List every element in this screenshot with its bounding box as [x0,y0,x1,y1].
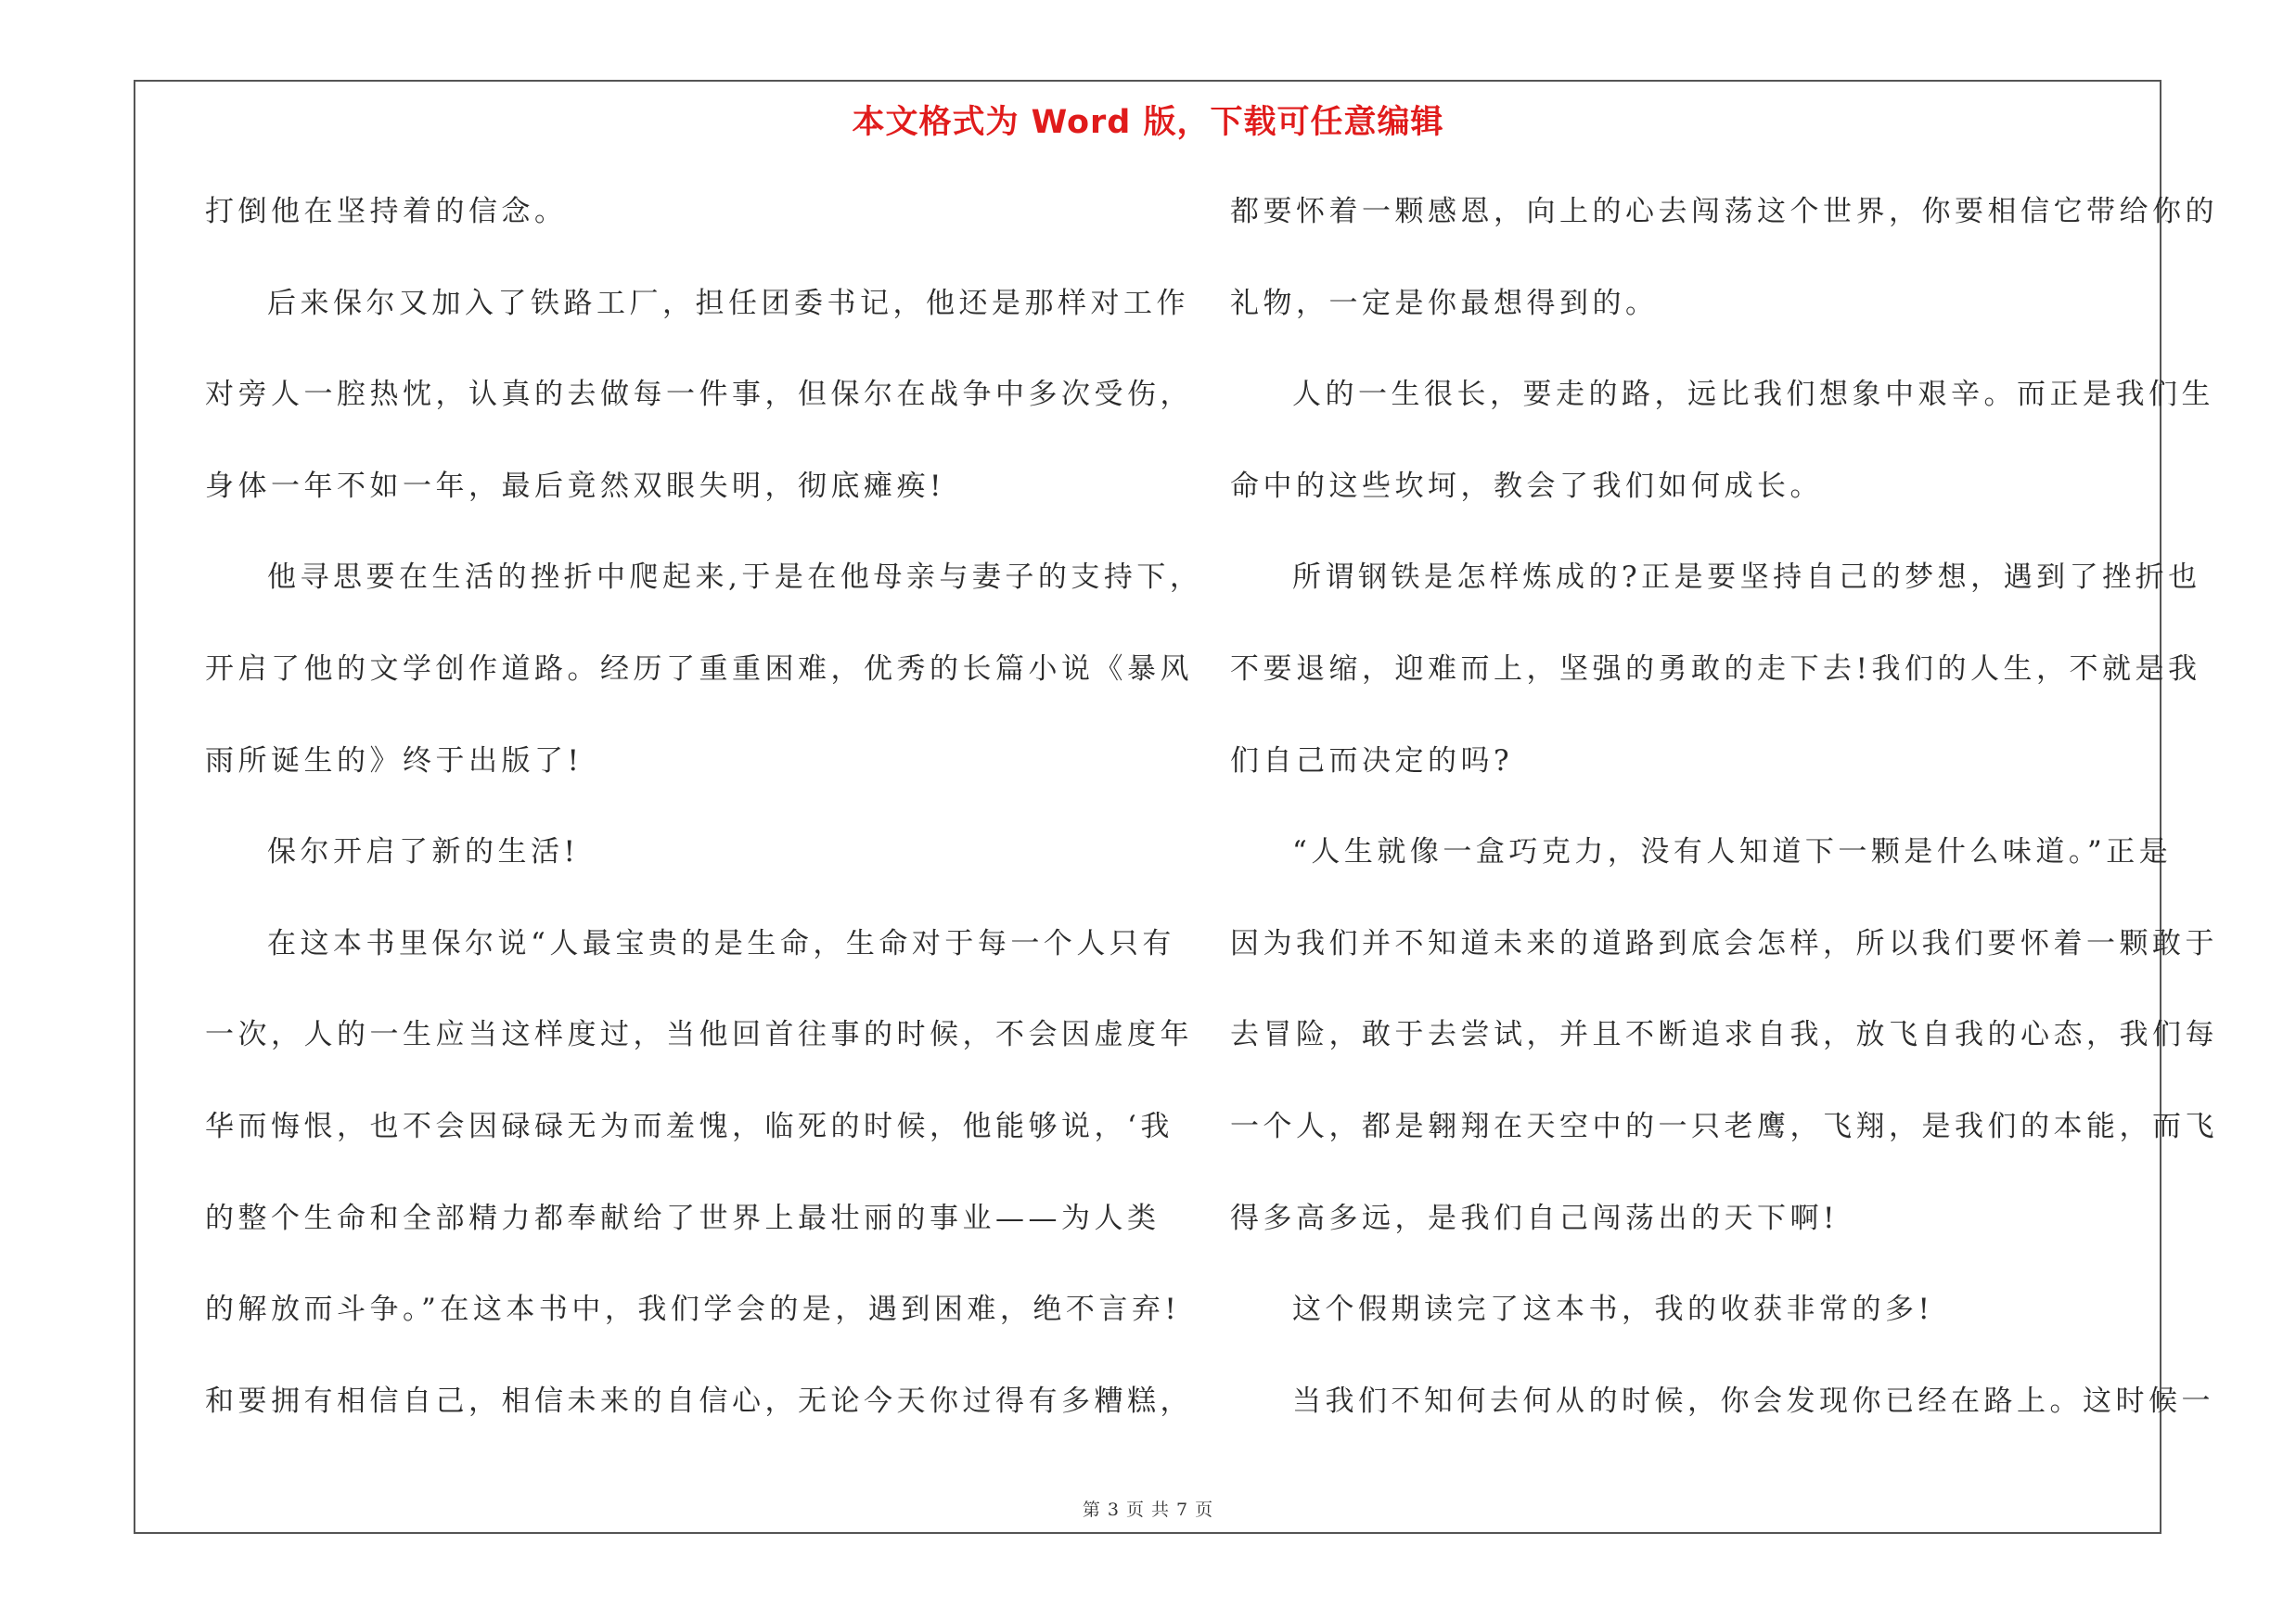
format-notice-banner: 本文格式为 Word 版，下载可任意编辑 [852,104,1444,141]
text-line: 去冒险，敢于去尝试，并且不断追求自我，放飞自我的心态，我们每 [1230,1018,2218,1052]
text-line: 的整个生命和全部精力都奉献给了世界上最壮丽的事业——为人类 [205,1201,1161,1235]
text-line: 在这本书里保尔说“人最宝贵的是生命，生命对于每一个人只有 [267,926,1175,960]
text-line: 礼物，一定是你最想得到的。 [1230,286,1659,320]
text-line: 当我们不知何去何从的时候，你会发现你已经在路上。这时候一 [1292,1384,2214,1418]
text-line: 开启了他的文学创作道路。经历了重重困难，优秀的长篇小说《暴风 [205,651,1193,686]
left-text-column [205,184,1203,1464]
text-line: 和要拥有相信自己，相信未来的自信心，无论今天你过得有多糟糕， [205,1384,1193,1418]
right-text-column [1230,184,2218,1464]
text-line: 命中的这些坎坷，教会了我们如何成长。 [1230,469,1823,503]
text-line: 雨所诞生的》终于出版了! [205,743,584,778]
text-line: 保尔开启了新的生活! [267,835,580,869]
text-line: 后来保尔又加入了铁路工厂，担任团委书记，他还是那样对工作 [267,286,1189,320]
page-number-footer: 第 3 页 共 7 页 [1082,1500,1214,1520]
text-line: 人的一生很长，要走的路，远比我们想象中艰辛。而正是我们生 [1292,378,2214,412]
text-line: 得多高多远，是我们自己闯荡出的天下啊! [1230,1201,1839,1235]
text-line: 身体一年不如一年，最后竟然双眼失明，彻底瘫痪! [205,469,945,503]
text-line: “人生就像一盒巧克力，没有人知道下一颗是什么味道。”正是 [1292,835,2173,869]
text-line: 这个假期读完了这本书，我的收获非常的多! [1292,1293,1934,1327]
text-line: 不要退缩，迎难而上，坚强的勇敢的走下去!我们的人生，不就是我 [1230,651,2201,686]
text-line: 对旁人一腔热忱，认真的去做每一件事，但保尔在战争中多次受伤， [205,378,1193,412]
text-line: 所谓钢铁是怎样炼成的?正是要坚持自己的梦想，遇到了挫折也 [1292,560,2201,595]
text-line: 打倒他在坚持着的信念。 [205,195,568,228]
text-line: 一个人，都是翱翔在天空中的一只老鹰，飞翔，是我们的本能，而飞 [1230,1109,2218,1143]
text-line: 的解放而斗争。”在这本书中，我们学会的是，遇到困难，绝不言弃! [205,1293,1181,1327]
text-line: 因为我们并不知道未来的道路到底会怎样，所以我们要怀着一颗敢于 [1230,926,2218,960]
text-line: 们自己而决定的吗? [1230,743,1514,778]
text-line: 一次，人的一生应当这样度过，当他回首往事的时候，不会因虚度年 [205,1018,1193,1052]
text-line: 都要怀着一颗感恩，向上的心去闯荡这个世界，你要相信它带给你的 [1230,195,2218,228]
text-line: 华而悔恨，也不会因碌碌无为而羞愧，临死的时候，他能够说，‘我 [205,1109,1174,1143]
text-line: 他寻思要在生活的挫折中爬起来,于是在他母亲与妻子的支持下， [267,560,1203,595]
